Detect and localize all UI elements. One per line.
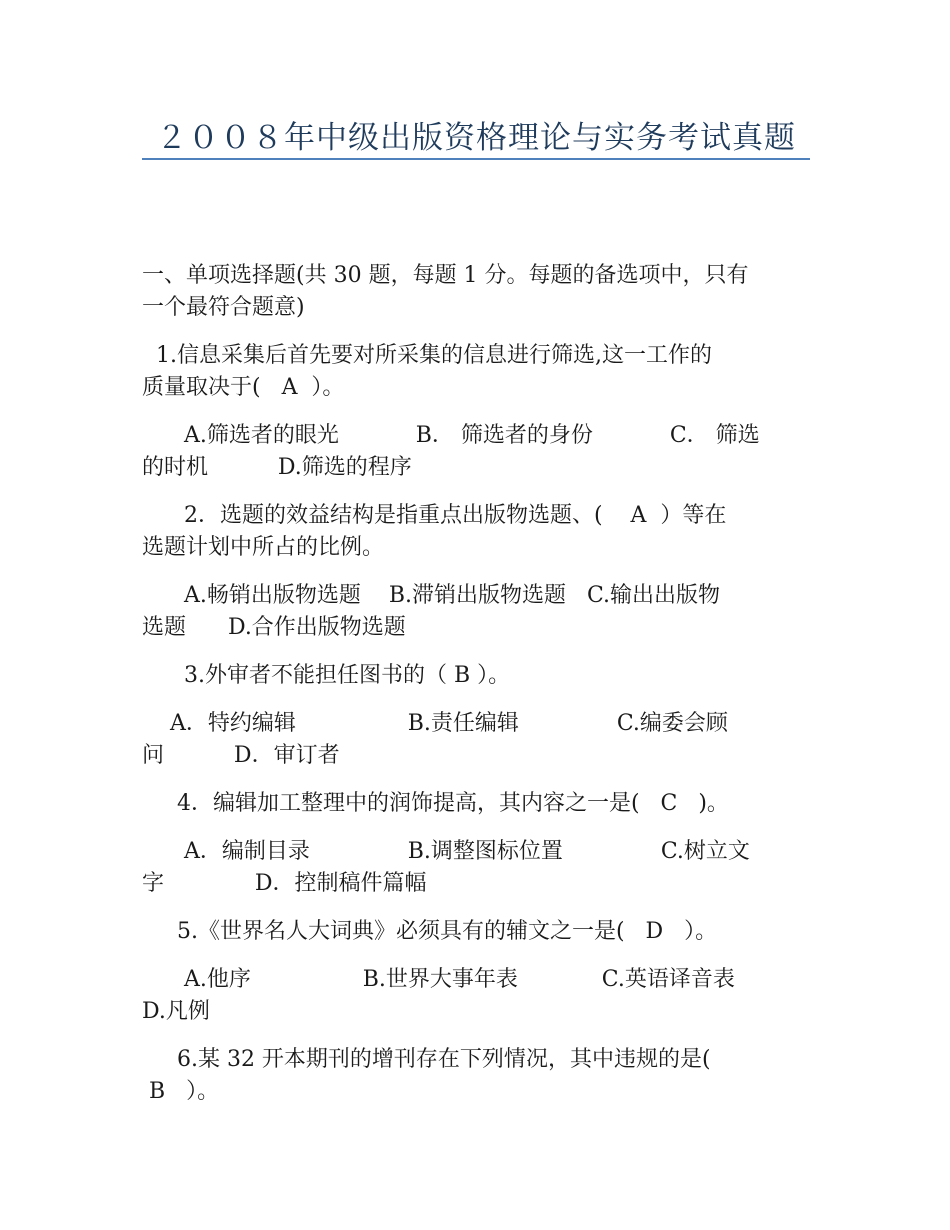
question-stem-line: 5.《世界名人大词典》必须具有的辅文之一是( D ）。 [142, 919, 718, 944]
options-line: 选题 D.合作出版物选题 [142, 615, 406, 640]
title-underline [142, 158, 810, 160]
question-stem [142, 788, 810, 820]
section-heading-line: 一个最符合题意) [142, 295, 305, 320]
question-options [142, 708, 810, 772]
document-body [142, 260, 810, 1124]
question-stem-line: 1.信息采集后首先要对所采集的信息进行筛选,这一工作的 [142, 343, 712, 368]
section-heading-line: 一、单项选择题(共 30 题，每题 1 分。每题的备选项中，只有 [142, 263, 749, 288]
question-stem-line: 3.外审者不能担任图书的（ B ）。 [142, 663, 511, 688]
options-line: A.畅销出版物选题 B.滞销出版物选题 C.输出出版物 [142, 583, 720, 608]
question-stem-line: B ）。 [142, 1079, 220, 1104]
question-stem-line: 质量取决于( A ）。 [142, 375, 345, 400]
question-options [142, 964, 810, 1028]
question-stem [142, 340, 810, 404]
question-stem-line: 4．编辑加工整理中的润饰提高，其内容之一是( C )。 [142, 791, 729, 816]
question-stem [142, 500, 810, 564]
question-stem [142, 1044, 810, 1108]
document-title: ２００８年中级出版资格理论与实务考试真题 [156, 120, 796, 156]
question-options [142, 420, 810, 484]
question-stem-line: 2．选题的效益结构是指重点出版物选题、( A ）等在 [142, 503, 727, 528]
options-line: A.他序 B.世界大事年表 C.英语译音表 [142, 967, 735, 992]
question-stem-line: 6.某 32 开本期刊的增刊存在下列情况，其中违规的是( [142, 1047, 711, 1072]
options-line: A.筛选者的眼光 B． 筛选者的身份 C． 筛选 [142, 423, 760, 448]
options-line: 问 D．审订者 [142, 743, 340, 768]
section-heading [142, 260, 810, 324]
question-options [142, 580, 810, 644]
options-line: 字 D．控制稿件篇幅 [142, 871, 427, 896]
options-line: D.凡例 [142, 999, 210, 1024]
options-line: A．编制目录 B.调整图标位置 C.树立文 [142, 839, 750, 864]
question-stem [142, 660, 810, 692]
question-stem-line: 选题计划中所占的比例。 [142, 535, 385, 560]
question-stem [142, 916, 810, 948]
question-options [142, 836, 810, 900]
options-line: 的时机 D.筛选的程序 [142, 455, 412, 480]
options-line: A．特约编辑 B.责任编辑 C.编委会顾 [142, 711, 728, 736]
